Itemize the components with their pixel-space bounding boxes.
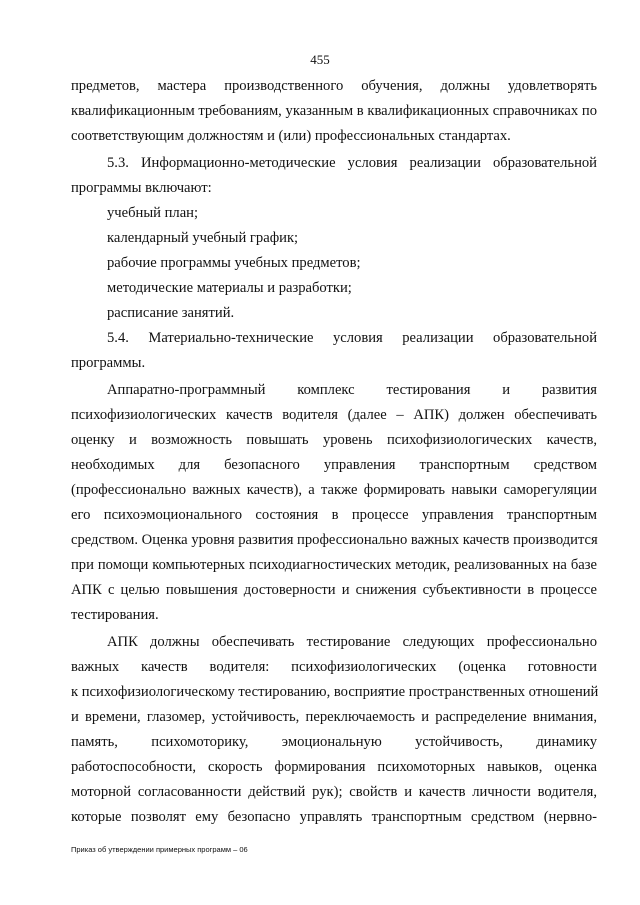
text-line: моторной согласованности действий рук); свойств и качеств личности водителя, [71, 784, 597, 800]
text-line: программы включают: [71, 180, 212, 196]
text-line: к психофизиологическому тестированию, восприятие пространственных отношений [71, 684, 599, 700]
text-line: оценку и возможность повышать уровень психофизиологических качеств, [71, 432, 597, 448]
list-item: методические материалы и разработки; [107, 280, 352, 296]
text-line: (профессионально важных качеств), а также формировать навыки саморегуляции [71, 482, 597, 498]
text-line: психофизиологических качеств водителя (далее – АПК) должен обеспечивать [71, 407, 597, 423]
text-line: тестирования. [71, 607, 159, 623]
text-line: средством. Оценка уровня развития профессионально важных качеств производится [71, 532, 598, 548]
text-line: программы. [71, 355, 146, 371]
page-number: 455 [310, 52, 330, 67]
text-line: АПК с целью повышения достоверности и снижения субъективности в процессе [71, 582, 597, 598]
list-item: рабочие программы учебных предметов; [107, 255, 361, 271]
list-item: учебный план; [107, 205, 199, 221]
text-line: и времени, глазомер, устойчивость, переключаемость и распределение внимания, [71, 709, 597, 725]
text-line: предметов, мастера производственного обучения, должны удовлетворять [71, 78, 597, 94]
body-text [71, 74, 597, 830]
text-line: его психоэмоционального состояния в процессе управления транспортным [71, 507, 597, 523]
text-line: которые позволят ему безопасно управлять транспортным средством (нервно- [71, 809, 597, 825]
text-line: Аппаратно-программный комплекс тестирования и развития [107, 382, 597, 398]
page-footer: Приказ об утверждении примерных программ – 06 [71, 845, 248, 854]
text-line: АПК должны обеспечивать тестирование следующих профессионально [107, 634, 597, 650]
list-item: расписание занятий. [107, 305, 235, 321]
text-line: важных качеств водителя: психофизиологических (оценка готовности [71, 659, 597, 675]
text-line: квалификационным требованиям, указанным в квалификационных справочниках по [71, 103, 597, 119]
text-line: память, психомоторику, эмоциональную устойчивость, динамику [71, 734, 597, 750]
list-item: календарный учебный график; [107, 230, 299, 246]
text-line: при помощи компьютерных психодиагностических методик, реализованных на базе [71, 557, 597, 573]
text-line: соответствующим должностям и (или) профессиональных стандартах. [71, 128, 511, 144]
text-line: необходимых для безопасного управления транспортным средством [71, 457, 597, 473]
section-heading-5-4: 5.4. Материально-технические условия реализации образовательной [107, 330, 597, 346]
section-heading-5-3: 5.3. Информационно-методические условия реализации образовательной [107, 155, 597, 171]
text-line: работоспособности, скорость формирования психомоторных навыков, оценка [71, 759, 597, 775]
